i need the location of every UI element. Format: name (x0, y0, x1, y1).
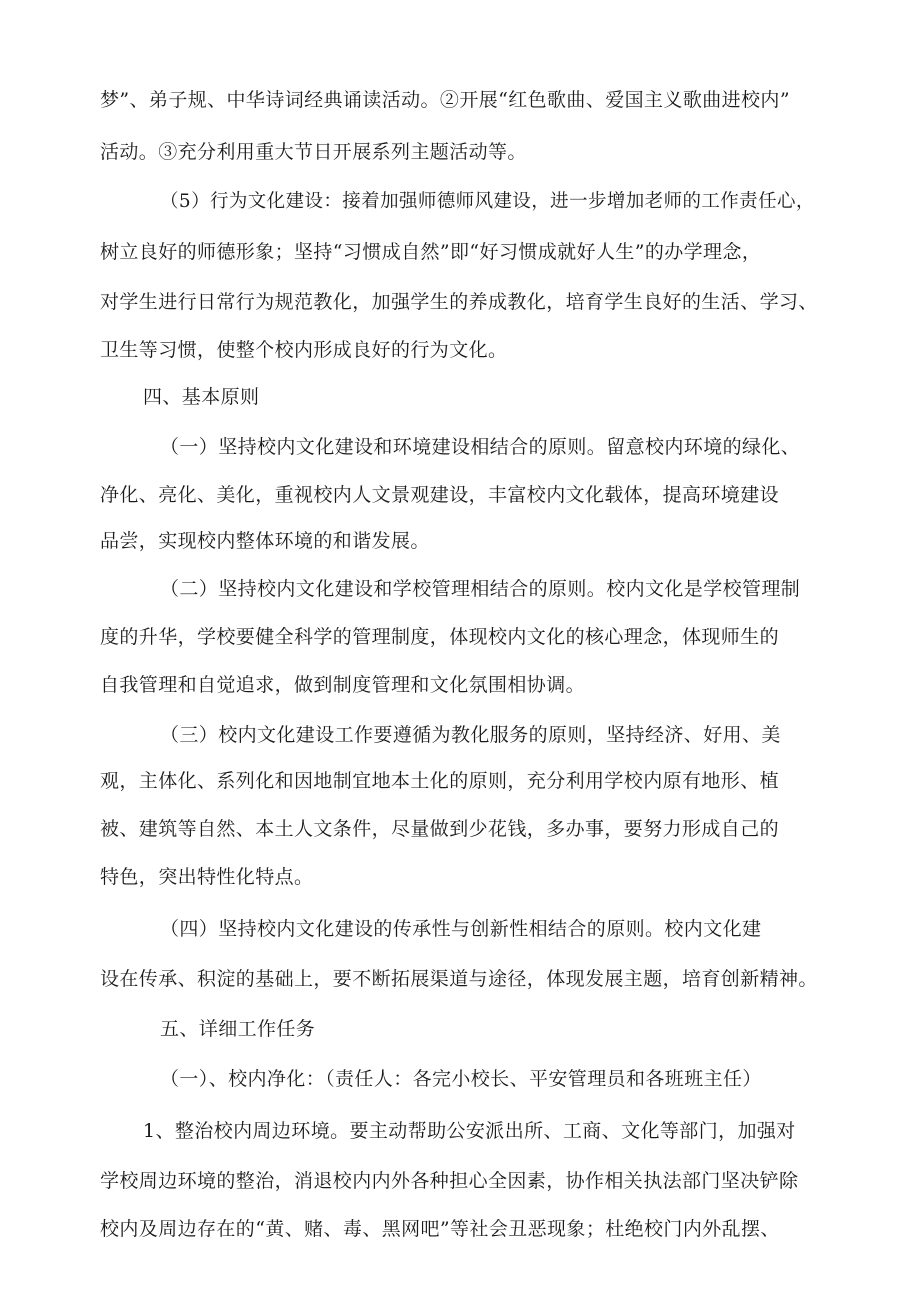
text-line: 校内及周边存在的“黄、赌、毒、黑网吧”等社会丑恶现象；杜绝校门内外乱摆、 (100, 1218, 780, 1240)
text-line: （三）校内文化建设工作要遵循为教化服务的原则，坚持经济、好用、美 (160, 724, 781, 746)
text-line: 净化、亮化、美化，重视校内人文景观建设，丰富校内文化载体，提高环境建设 (100, 484, 780, 506)
text-line: 观，主体化、系列化和因地制宜地本土化的原则，充分利用学校内原有地形、植 (100, 770, 780, 792)
text-line: （四）坚持校内文化建设的传承性与创新性相结合的原则。校内文化建 (160, 918, 762, 940)
text-line: 梦”、弟子规、中华诗词经典诵读活动。②开展“红色歌曲、爱国主义歌曲进校内” (100, 89, 790, 111)
text-line: 树立良好的师德形象；坚持“习惯成自然”即“好习惯成就好人生”的办学理念， (100, 241, 762, 263)
section-heading: 四、基本原则 (143, 386, 260, 408)
section-heading: 五、详细工作任务 (160, 1018, 316, 1040)
text-line: 被、建筑等自然、本土人文条件，尽量做到少花钱，多办事，要努力形成自己的 (100, 818, 780, 840)
text-line: 品尝，实现校内整体环境的和谐发展。 (100, 530, 430, 552)
text-line: 自我管理和自觉追求，做到制度管理和文化氛围相协调。 (100, 674, 586, 696)
text-line: 1、整治校内周边环境。要主动帮助公安派出所、工商、文化等部门，加强对 (143, 1120, 796, 1142)
text-line: 卫生等习惯，使整个校内形成良好的行为文化。 (100, 339, 508, 361)
text-line: 度的升华，学校要健全科学的管理制度，体现校内文化的核心理念，体现师生的 (100, 626, 780, 648)
text-line: （一）坚持校内文化建设和环境建设相结合的原则。留意校内环境的绿化、 (160, 436, 801, 458)
text-line: 对学生进行日常行为规范教化，加强学生的养成教化，培育学生良好的生活、学习、 (100, 291, 818, 313)
text-line: 活动。③充分利用重大节日开展系列主题活动等。 (100, 141, 527, 163)
text-line: 特色，突出特性化特点。 (100, 866, 314, 888)
text-line: （二）坚持校内文化建设和学校管理相结合的原则。校内文化是学校管理制 (160, 578, 801, 600)
text-line: 设在传承、积淀的基础上，要不断拓展渠道与途径，体现发展主题，培育创新精神。 (100, 968, 818, 990)
text-line: （一）、校内净化：（责任人：各完小校长、平安管理员和各班班主任） (160, 1068, 762, 1090)
text-line: （5）行为文化建设：接着加强师德师风建设，进一步增加老师的工作责任心， (160, 191, 815, 212)
text-line: 学校周边环境的整治，消退校内内外各种担心全因素，协作相关执法部门坚决铲除 (100, 1170, 799, 1192)
